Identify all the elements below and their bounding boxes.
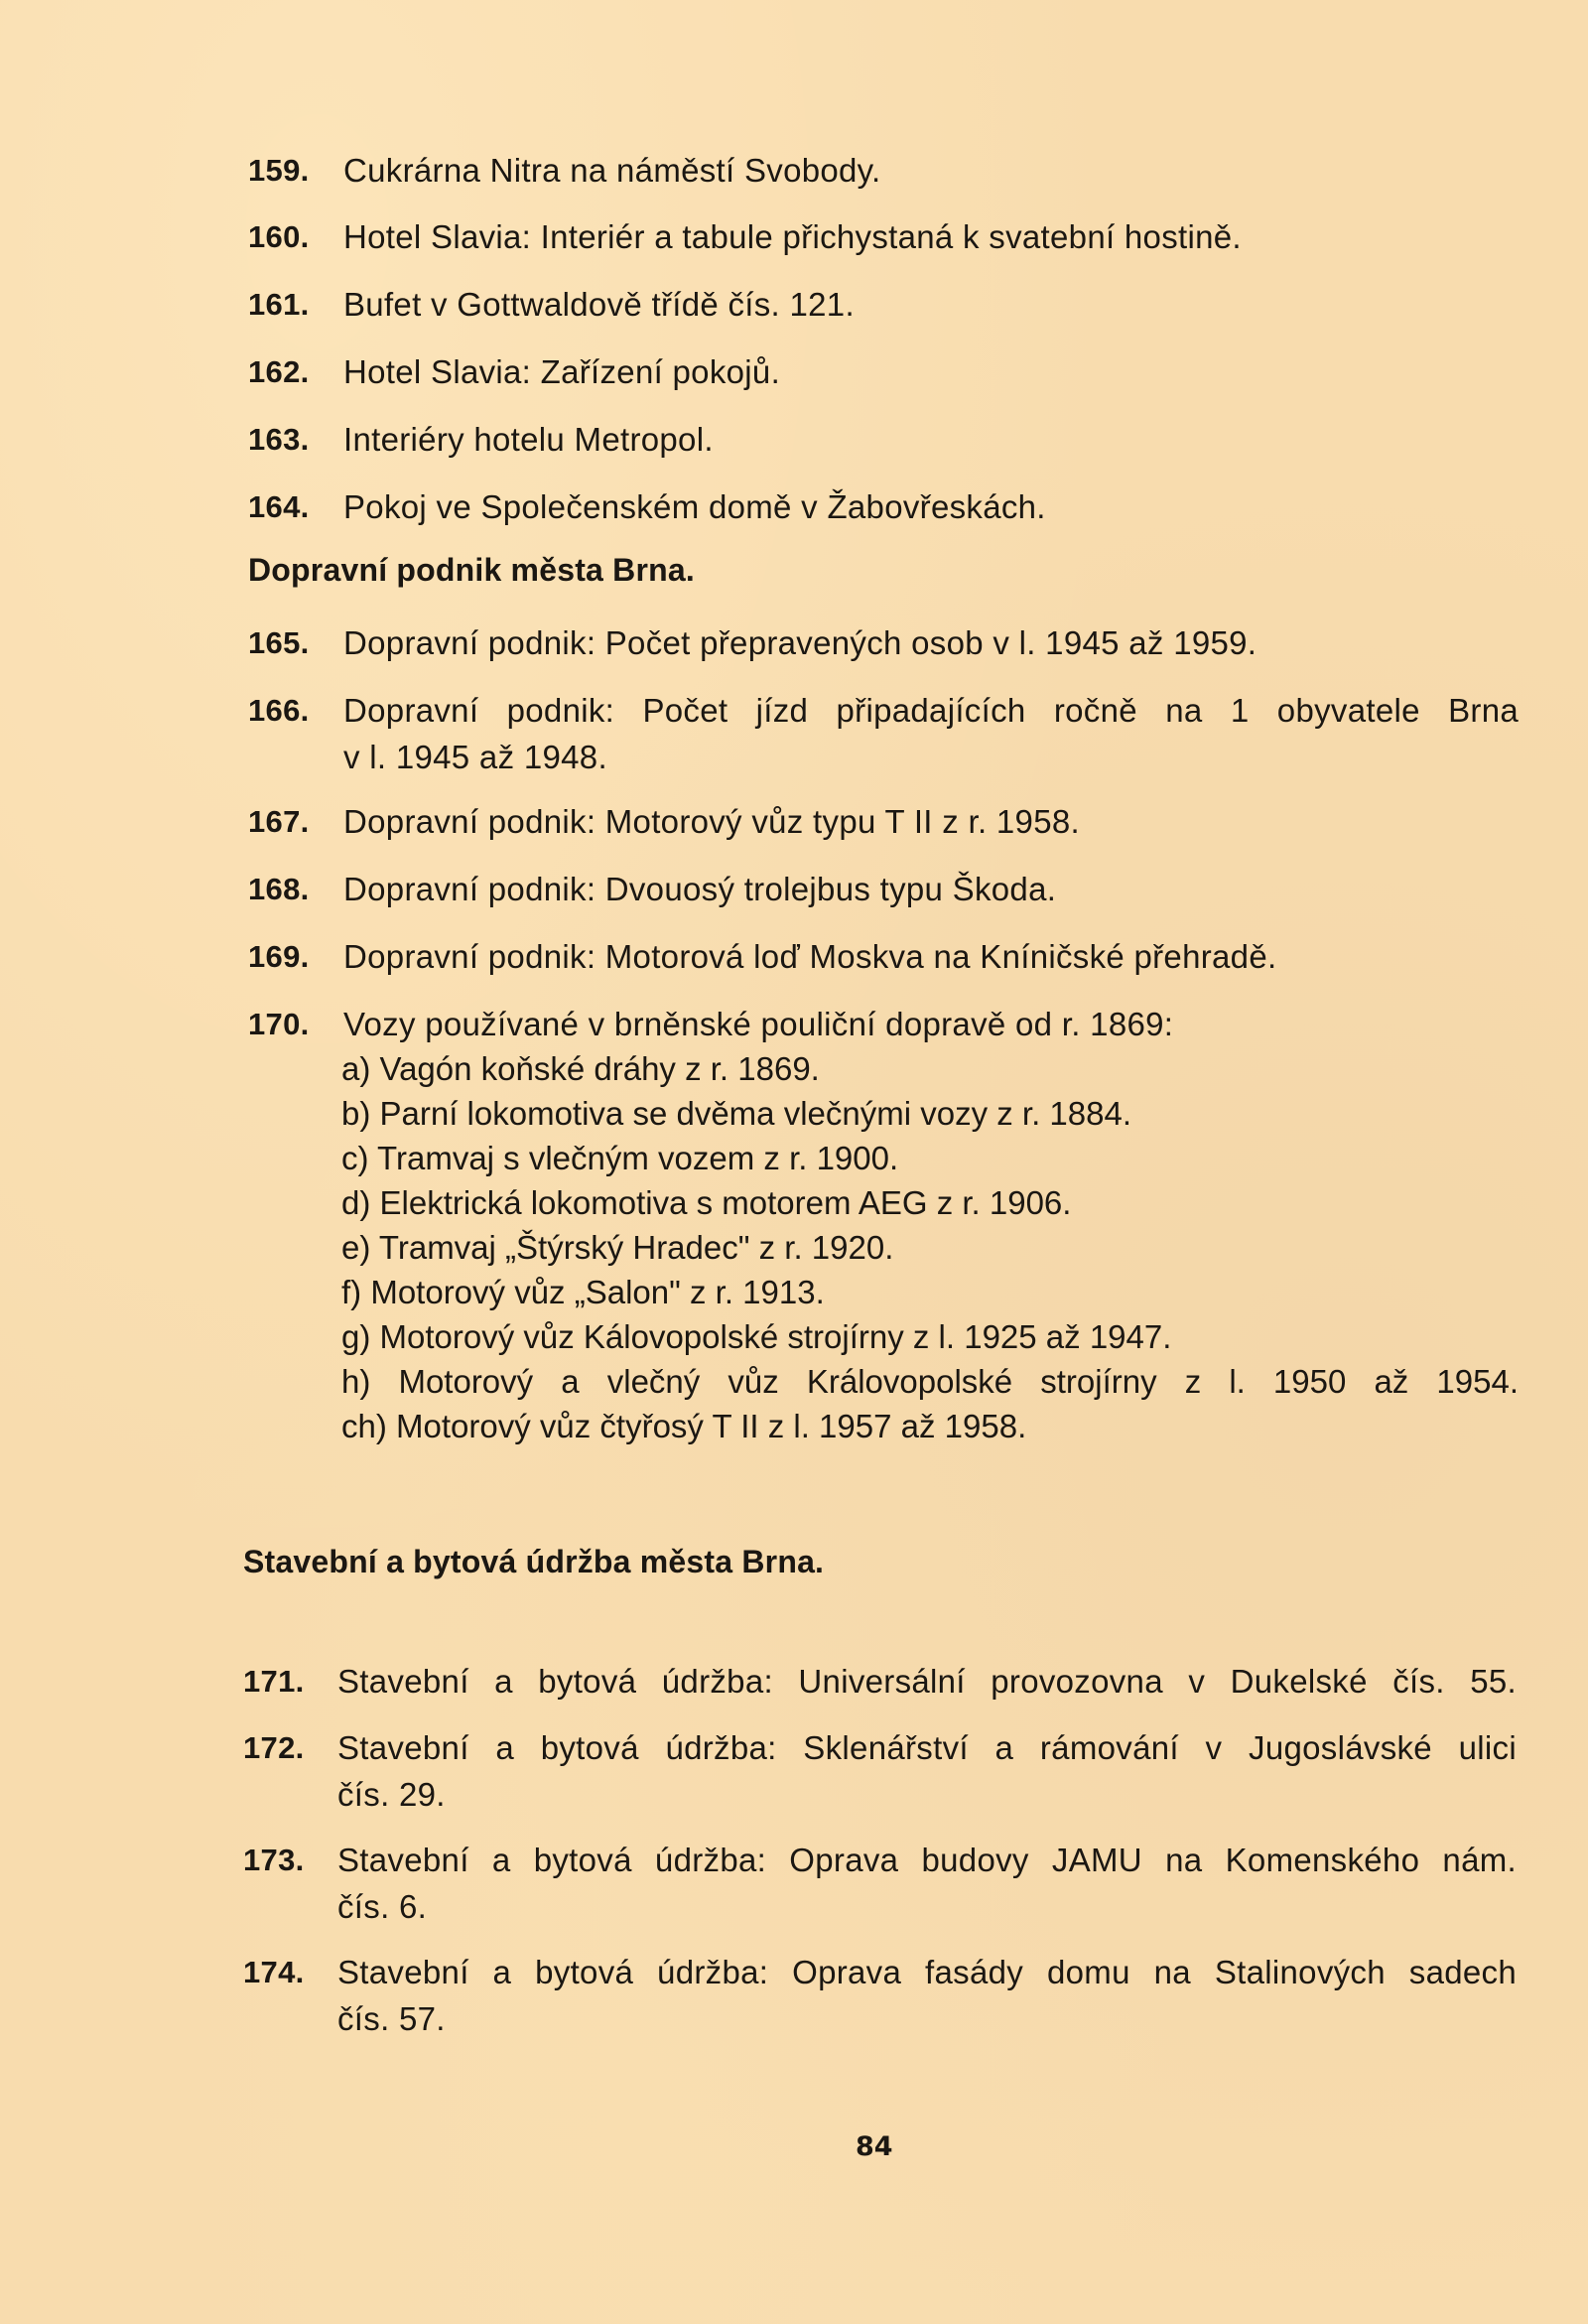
entry-number: 170. xyxy=(248,1007,310,1041)
entry-text: Vozy používané v brněnské pouliční dopravě od r. 1869: xyxy=(343,1006,1174,1042)
sub-item xyxy=(341,1359,1519,1404)
entry-text-line: Stavební a bytová údržba: Oprava budovy JAMU na Komenského nám. xyxy=(337,1842,1517,1878)
entry-text xyxy=(337,1658,1517,1705)
entry-text xyxy=(337,1949,1517,2042)
entry-text: Dopravní podnik: Dvouosý trolejbus typu Škoda. xyxy=(343,871,1057,907)
sub-item: c) Tramvaj s vlečným vozem z r. 1900. xyxy=(341,1140,899,1176)
entry-text-line: čís. 57. xyxy=(337,2000,446,2037)
entry-text-line: Dopravní podnik: Počet jízd připadajících ročně na 1 obyvatele Brna xyxy=(343,692,1519,729)
sub-item-text: h) Motorový a vlečný vůz Královopolské strojírny z l. 1950 až 1954. xyxy=(341,1363,1519,1400)
entry-text xyxy=(337,1837,1517,1930)
sub-item: f) Motorový vůz „Salon" z r. 1913. xyxy=(341,1274,825,1310)
entry-number: 166. xyxy=(248,693,310,728)
section-heading-transport: Dopravní podnik města Brna. xyxy=(248,552,695,588)
entry-text xyxy=(337,1724,1517,1818)
entry-text: Interiéry hotelu Metropol. xyxy=(343,421,714,458)
entry-text: Hotel Slavia: Zařízení pokojů. xyxy=(343,353,781,390)
sub-item: b) Parní lokomotiva se dvěma vlečnými vozy z r. 1884. xyxy=(341,1095,1131,1132)
entry-text-line: Stavební a bytová údržba: Oprava fasády domu na Stalinových sadech xyxy=(337,1954,1517,1990)
entry-text-line: Stavební a bytová údržba: Sklenářství a rámování v Jugoslávské ulici xyxy=(337,1729,1517,1766)
entry-text-line: čís. 29. xyxy=(337,1776,446,1813)
entry-number: 167. xyxy=(248,804,310,839)
entry-number: 161. xyxy=(248,287,310,322)
entry-number: 174. xyxy=(243,1955,305,1989)
entry-text-line: v l. 1945 až 1948. xyxy=(343,739,607,775)
entry-number: 160. xyxy=(248,219,310,254)
section-heading-maintenance: Stavební a bytová údržba města Brna. xyxy=(243,1544,825,1579)
entry-text: Dopravní podnik: Počet přepravených osob v l. 1945 až 1959. xyxy=(343,624,1257,661)
entry-text: Bufet v Gottwaldově třídě čís. 121. xyxy=(343,286,855,323)
entry-number: 171. xyxy=(243,1664,305,1699)
entry-number: 169. xyxy=(248,939,310,974)
page-number: 84 xyxy=(856,2131,893,2162)
sub-item: d) Elektrická lokomotiva s motorem AEG z r. 1906. xyxy=(341,1184,1072,1221)
sub-item: g) Motorový vůz Kálovopolské strojírny z l. 1925 až 1947. xyxy=(341,1318,1172,1355)
entry-text-line: Stavební a bytová údržba: Universální provozovna v Dukelské čís. 55. xyxy=(337,1663,1517,1700)
entry-number: 164. xyxy=(248,489,310,524)
entry-text: Dopravní podnik: Motorová loď Moskva na Kníničské přehradě. xyxy=(343,938,1277,975)
entry-text: Dopravní podnik: Motorový vůz typu T II z r. 1958. xyxy=(343,803,1080,840)
entry-number: 159. xyxy=(248,153,310,188)
entry-text: Hotel Slavia: Interiér a tabule přichystaná k svatební hostině. xyxy=(343,218,1242,255)
entry-number: 165. xyxy=(248,625,310,660)
entry-text: Cukrárna Nitra na náměstí Svobody. xyxy=(343,152,881,189)
entry-text-line: čís. 6. xyxy=(337,1888,428,1925)
entry-number: 173. xyxy=(243,1843,305,1877)
entry-text xyxy=(343,687,1519,780)
entry-number: 163. xyxy=(248,422,310,457)
sub-item: e) Tramvaj „Štýrský Hradec" z r. 1920. xyxy=(341,1229,894,1266)
entry-number: 172. xyxy=(243,1730,305,1765)
entry-text: Pokoj ve Společenském domě v Žabovřeskách. xyxy=(343,488,1046,525)
sub-item: ch) Motorový vůz čtyřosý T II z l. 1957 až 1958. xyxy=(341,1408,1027,1444)
entry-number: 168. xyxy=(248,872,310,906)
entry-number: 162. xyxy=(248,354,310,389)
sub-item: a) Vagón koňské dráhy z r. 1869. xyxy=(341,1050,820,1087)
